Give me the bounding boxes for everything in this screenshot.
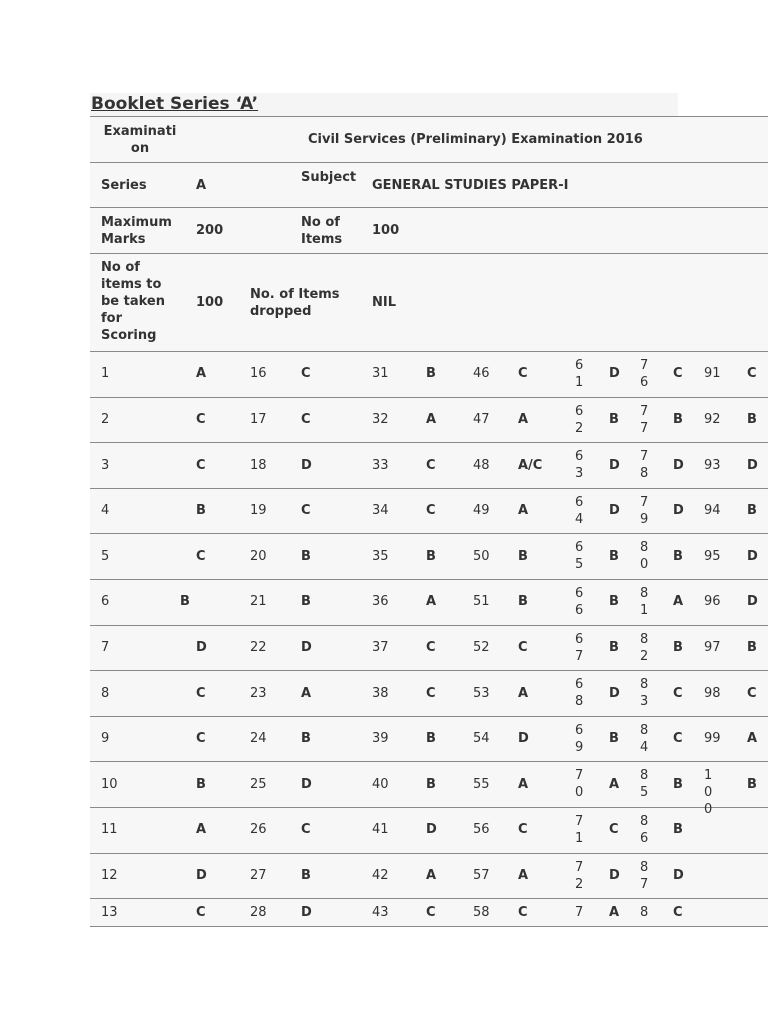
dropped-value: NIL [372, 295, 397, 310]
question-number: 40 [372, 776, 389, 792]
question-number: 27 [250, 867, 267, 883]
question-number: 50 [473, 548, 490, 564]
answer-key: A [518, 503, 529, 519]
answer-key: C [518, 822, 528, 838]
question-number: 47 [473, 411, 490, 427]
answer-key: C [747, 685, 757, 701]
answer-key: B [673, 639, 683, 655]
answer-key: D [673, 867, 684, 883]
question-number: 24 [250, 731, 267, 747]
answer-key: D [609, 685, 620, 701]
answer-key: C [196, 548, 206, 564]
answer-key: C [301, 411, 311, 427]
table-rule [90, 716, 768, 717]
question-number: 78 [640, 449, 649, 482]
table-rule [90, 488, 768, 489]
question-number: 67 [575, 631, 584, 664]
answer-key: B [301, 548, 311, 564]
answer-key: A [609, 776, 620, 792]
question-number: 94 [704, 503, 721, 519]
question-number: 11 [101, 822, 118, 838]
answer-key: A [518, 867, 529, 883]
answer-key: B [196, 776, 206, 792]
answer-key: C [196, 685, 206, 701]
question-number: 32 [372, 411, 389, 427]
question-number: 96 [704, 594, 721, 610]
answer-key: A [301, 685, 312, 701]
table-rule [90, 533, 768, 534]
question-number: 53 [473, 685, 490, 701]
answer-key: A [518, 776, 529, 792]
answer-key: C [426, 904, 436, 920]
answer-key: A [673, 594, 684, 610]
answer-key: B [747, 639, 757, 655]
question-number: 54 [473, 731, 490, 747]
question-number: 35 [372, 548, 389, 564]
table-rule [90, 807, 768, 808]
answer-key: B [180, 594, 190, 610]
question-number: 33 [372, 457, 389, 473]
answer-key: B [609, 548, 619, 564]
answer-key: C [609, 822, 619, 838]
answer-key: B [609, 731, 619, 747]
max-marks-value: 200 [196, 223, 224, 238]
question-number: 8 [640, 904, 649, 920]
answer-key: C [747, 366, 757, 382]
question-number: 37 [372, 639, 389, 655]
answer-key: B [609, 411, 619, 427]
answer-key: B [301, 594, 311, 610]
question-number: 19 [250, 503, 267, 519]
answer-key: D [609, 457, 620, 473]
question-number: 86 [640, 814, 649, 846]
question-number: 46 [473, 366, 490, 382]
answer-key: C [518, 639, 528, 655]
answer-key: C [196, 457, 206, 473]
subject-label: Subject [301, 170, 357, 185]
answer-key: A [426, 867, 437, 883]
answer-key: B [426, 776, 436, 792]
answer-key: A/C [518, 457, 543, 473]
question-number: 7 [575, 904, 584, 920]
answer-key: A [426, 594, 437, 610]
question-number: 93 [704, 457, 721, 473]
answer-key: D [673, 503, 684, 519]
question-number: 64 [575, 494, 584, 527]
question-number: 1 [101, 366, 110, 382]
answer-key: B [518, 594, 528, 610]
question-number: 13 [101, 904, 118, 920]
answer-key: B [673, 822, 683, 838]
question-number: 100 [704, 768, 713, 818]
answer-key: A [196, 822, 207, 838]
booklet-title: Booklet Series ‘A’ [91, 94, 259, 114]
question-number: 62 [575, 403, 584, 436]
question-number: 99 [704, 731, 721, 747]
question-number: 31 [372, 366, 389, 382]
answer-key: C [426, 639, 436, 655]
question-number: 66 [575, 586, 584, 618]
table-rule [90, 207, 768, 208]
question-number: 97 [704, 639, 721, 655]
question-number: 41 [372, 822, 389, 838]
answer-key: A [747, 731, 758, 747]
table-rule [90, 926, 768, 927]
answer-key: C [673, 685, 683, 701]
question-number: 21 [250, 594, 267, 610]
answer-key: D [301, 457, 312, 473]
question-number: 22 [250, 639, 267, 655]
question-number: 92 [704, 411, 721, 427]
question-number: 10 [101, 776, 118, 792]
question-number: 61 [575, 358, 584, 390]
scoring-value: 100 [196, 295, 224, 310]
answer-key: D [747, 457, 758, 473]
answer-key: A [518, 411, 529, 427]
exam-label: Examination [103, 124, 177, 156]
question-number: 98 [704, 685, 721, 701]
question-number: 9 [101, 731, 110, 747]
max-marks-label: Maximum Marks [101, 215, 172, 247]
answer-key: D [609, 366, 620, 382]
question-number: 42 [372, 867, 389, 883]
question-number: 68 [575, 677, 584, 710]
items-label: No of Items [301, 215, 343, 247]
answer-key: D [196, 867, 207, 883]
answer-key: D [301, 776, 312, 792]
answer-key: C [518, 904, 528, 920]
question-number: 25 [250, 776, 267, 792]
answer-key: D [426, 822, 437, 838]
question-number: 7 [101, 639, 110, 655]
answer-key: A [426, 411, 437, 427]
question-number: 6 [101, 594, 110, 610]
question-number: 83 [640, 677, 649, 710]
table-rule [90, 253, 768, 254]
table-rule [90, 670, 768, 671]
answer-key: C [518, 366, 528, 382]
question-number: 3 [101, 457, 110, 473]
question-number: 39 [372, 731, 389, 747]
answer-key: C [673, 366, 683, 382]
question-number: 81 [640, 586, 649, 618]
question-number: 65 [575, 540, 584, 573]
question-number: 76 [640, 358, 649, 390]
table-rule [90, 579, 768, 580]
question-number: 38 [372, 685, 389, 701]
answer-key: A [518, 685, 529, 701]
answer-key: C [301, 822, 311, 838]
question-number: 84 [640, 722, 649, 755]
answer-key: C [426, 503, 436, 519]
question-number: 20 [250, 548, 267, 564]
table-rule [90, 397, 768, 398]
question-number: 5 [101, 548, 110, 564]
question-number: 82 [640, 631, 649, 664]
table-rule [90, 442, 768, 443]
question-number: 85 [640, 768, 649, 801]
answer-key: B [673, 548, 683, 564]
table-rule [90, 761, 768, 762]
question-number: 58 [473, 904, 490, 920]
question-number: 95 [704, 548, 721, 564]
series-label: Series [101, 178, 147, 193]
question-number: 80 [640, 540, 649, 573]
question-number: 17 [250, 411, 267, 427]
question-number: 8 [101, 685, 110, 701]
question-number: 43 [372, 904, 389, 920]
answer-key: B [747, 503, 757, 519]
table-rule [90, 116, 768, 117]
question-number: 51 [473, 594, 490, 610]
question-number: 23 [250, 685, 267, 701]
answer-key: B [196, 503, 206, 519]
question-number: 77 [640, 403, 649, 436]
answer-key: B [673, 776, 683, 792]
answer-key: B [518, 548, 528, 564]
answer-key: D [747, 594, 758, 610]
table-rule [90, 898, 768, 899]
answer-key: B [747, 411, 757, 427]
question-number: 71 [575, 814, 584, 846]
question-number: 12 [101, 867, 118, 883]
table-rule [90, 625, 768, 626]
question-number: 72 [575, 859, 584, 892]
question-number: 2 [101, 411, 110, 427]
answer-key-table [90, 116, 768, 927]
answer-key: C [301, 366, 311, 382]
table-rule [90, 162, 768, 163]
answer-key: B [301, 867, 311, 883]
answer-key: B [426, 731, 436, 747]
scoring-label: No of items to be taken for Scoring [101, 260, 166, 343]
answer-key: D [747, 548, 758, 564]
question-number: 56 [473, 822, 490, 838]
answer-key: A [196, 366, 207, 382]
series-value: A [196, 178, 207, 193]
question-number: 91 [704, 366, 721, 382]
question-number: 55 [473, 776, 490, 792]
question-number: 87 [640, 859, 649, 892]
answer-key: C [426, 685, 436, 701]
question-number: 18 [250, 457, 267, 473]
table-rule [90, 351, 768, 352]
question-number: 52 [473, 639, 490, 655]
answer-key: A [609, 904, 620, 920]
answer-key: C [426, 457, 436, 473]
question-number: 69 [575, 722, 584, 755]
question-number: 49 [473, 503, 490, 519]
question-number: 34 [372, 503, 389, 519]
question-number: 57 [473, 867, 490, 883]
answer-key: C [673, 731, 683, 747]
answer-key: D [609, 867, 620, 883]
answer-key: B [609, 639, 619, 655]
answer-key: B [426, 366, 436, 382]
table-rule [90, 853, 768, 854]
question-number: 48 [473, 457, 490, 473]
answer-key: B [609, 594, 619, 610]
question-number: 79 [640, 494, 649, 527]
answer-key: D [196, 639, 207, 655]
question-number: 63 [575, 449, 584, 482]
items-value: 100 [372, 223, 400, 238]
answer-key: C [673, 904, 683, 920]
subject-value: GENERAL STUDIES PAPER-I [372, 178, 569, 193]
question-number: 26 [250, 822, 267, 838]
answer-key: D [609, 503, 620, 519]
answer-key: D [301, 639, 312, 655]
answer-key: B [747, 776, 757, 792]
question-number: 70 [575, 768, 584, 801]
dropped-label: No. of Items dropped [250, 287, 340, 319]
answer-key: C [301, 503, 311, 519]
answer-key: B [673, 411, 683, 427]
exam-value: Civil Services (Preliminary) Examination 2016 [308, 132, 643, 147]
answer-key: D [301, 904, 312, 920]
answer-key: C [196, 731, 206, 747]
answer-key: D [673, 457, 684, 473]
answer-key: D [518, 731, 529, 747]
answer-key: B [426, 548, 436, 564]
answer-key: C [196, 904, 206, 920]
answer-key: B [301, 731, 311, 747]
question-number: 16 [250, 366, 267, 382]
question-number: 28 [250, 904, 267, 920]
question-number: 36 [372, 594, 389, 610]
answer-key: C [196, 411, 206, 427]
question-number: 4 [101, 503, 110, 519]
